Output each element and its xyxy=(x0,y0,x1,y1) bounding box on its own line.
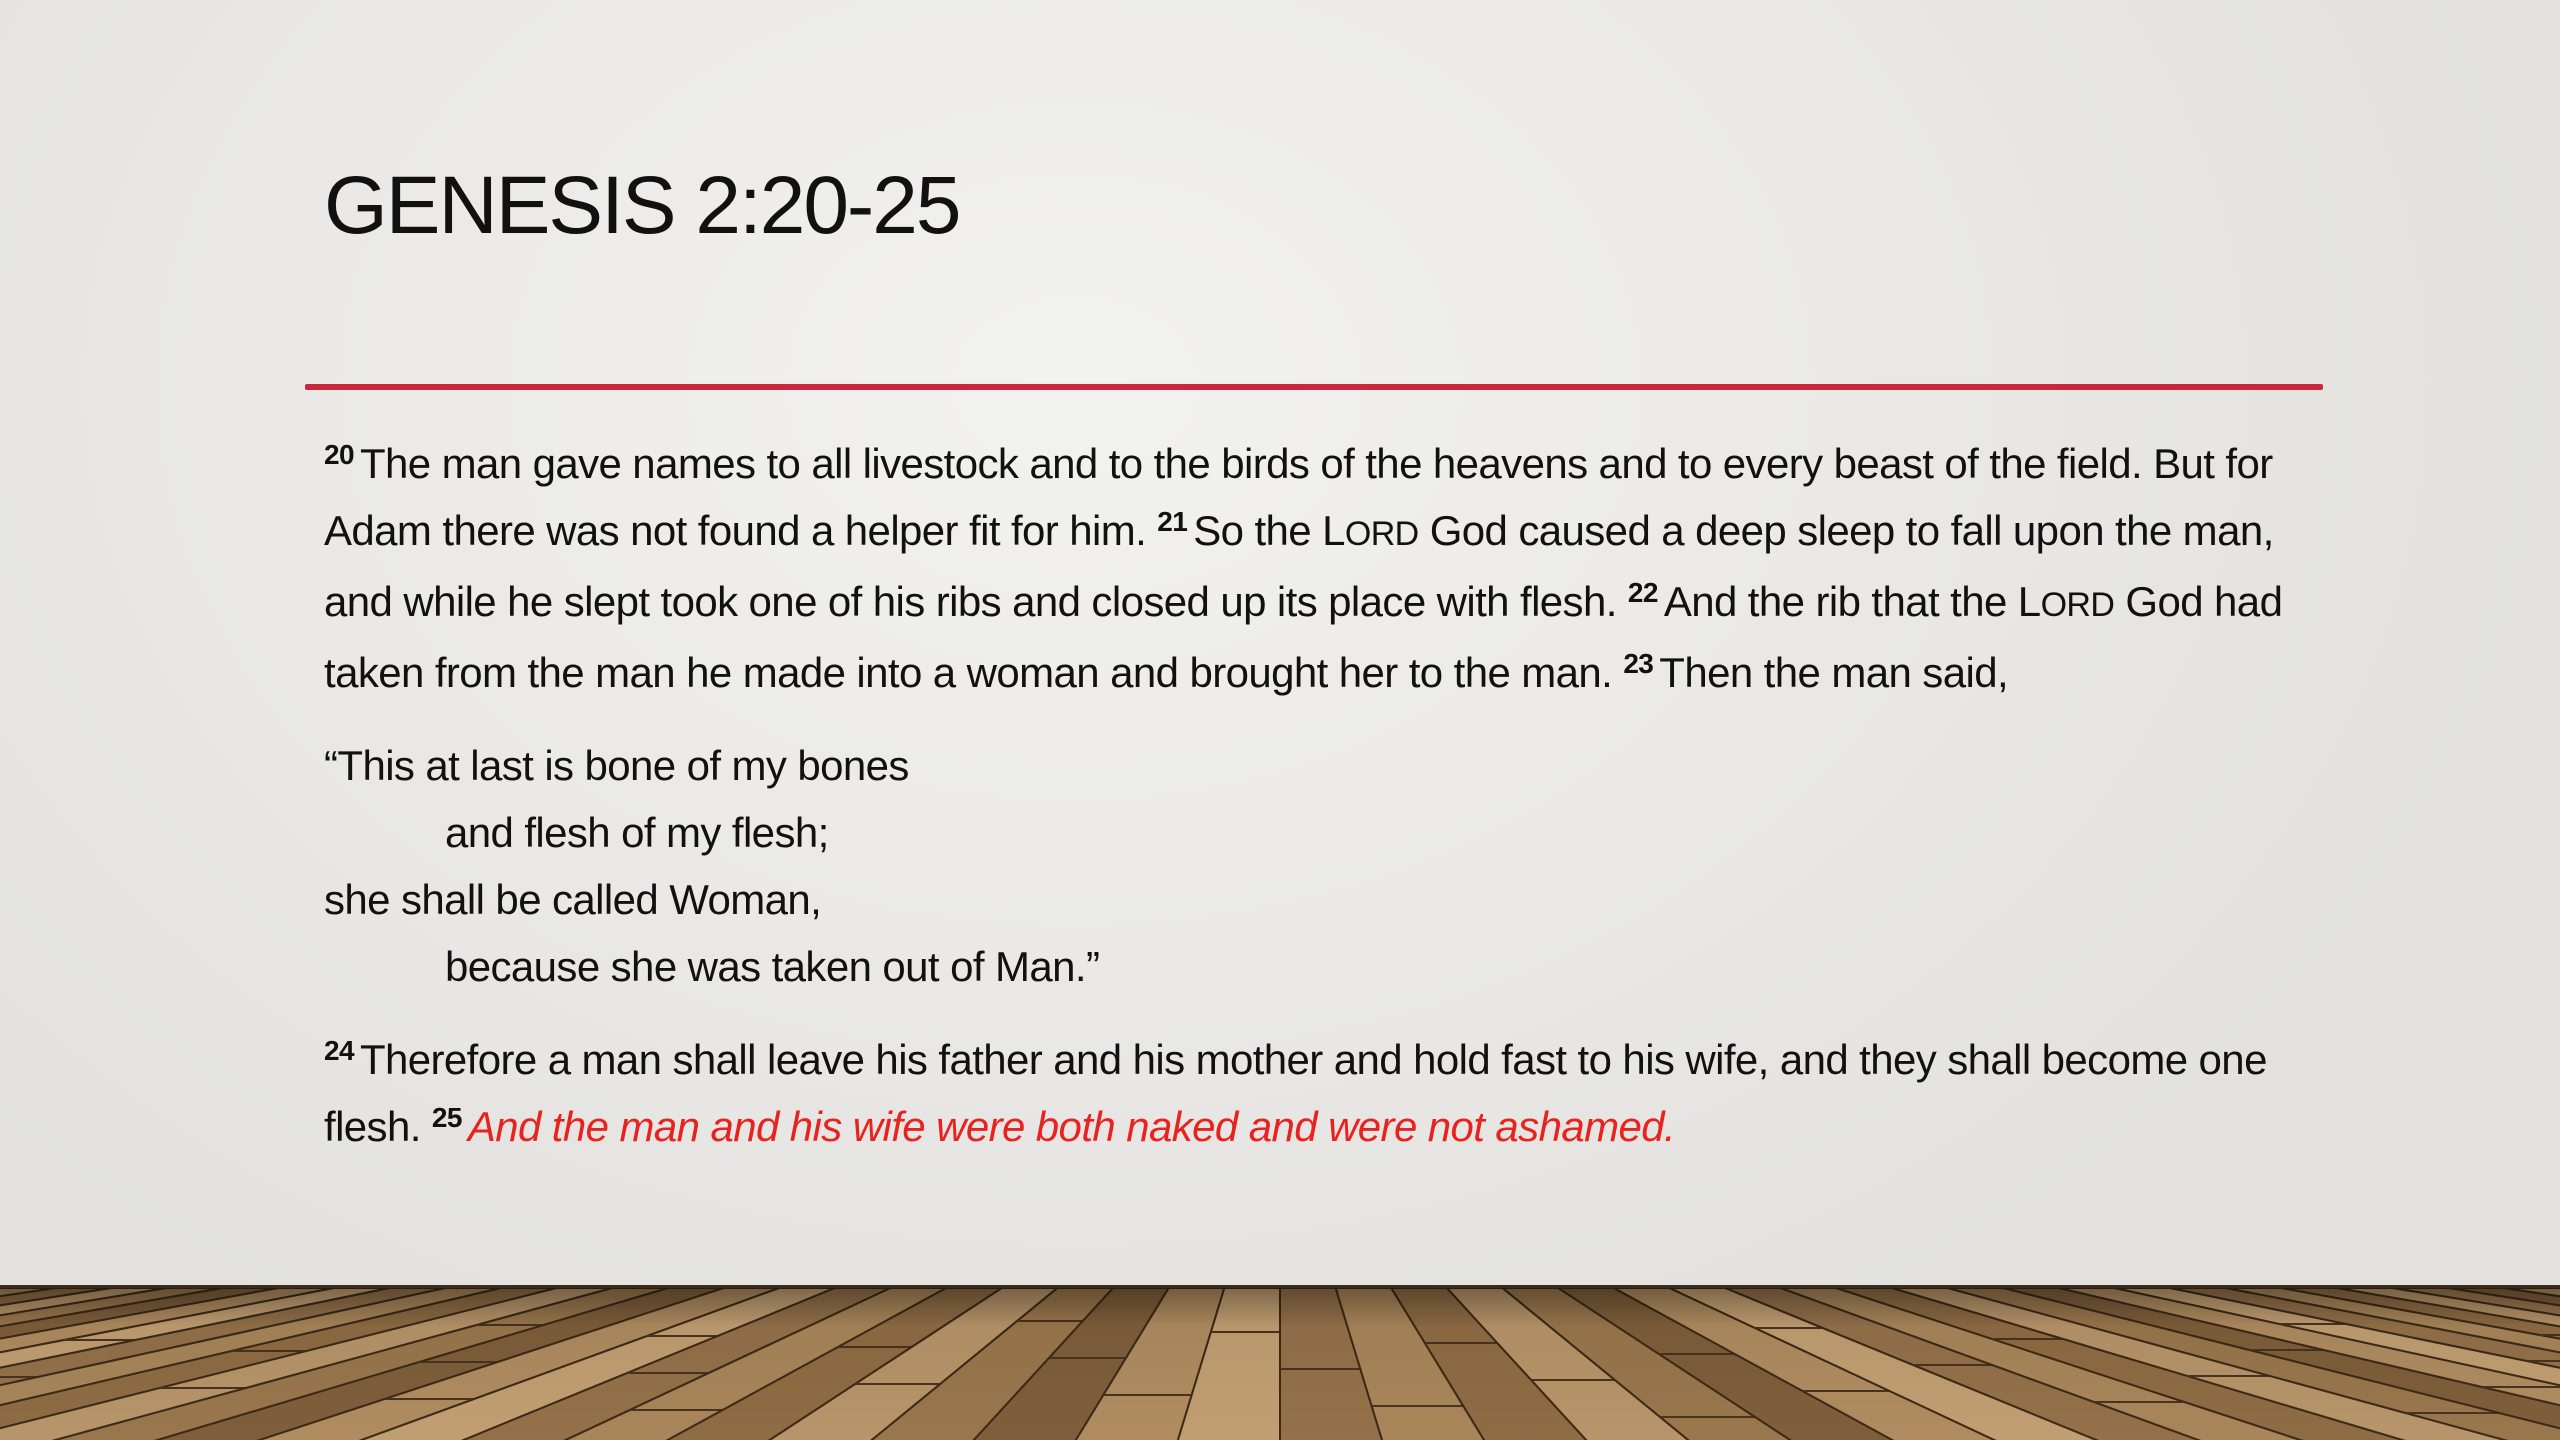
title-divider xyxy=(305,384,2323,390)
verse-number-25: 25 xyxy=(431,1102,462,1133)
verse-number-21: 21 xyxy=(1157,506,1188,537)
verse-23-text: Then the man said, xyxy=(1659,649,2009,696)
verse-number-23: 23 xyxy=(1623,648,1654,679)
verse-21-text-a: So the L xyxy=(1193,507,1345,554)
verse-number-20: 20 xyxy=(324,439,354,470)
slide-title: GENESIS 2:20-25 xyxy=(324,160,960,251)
floor-planks-graphic xyxy=(0,1288,2560,1440)
verse-number-22: 22 xyxy=(1627,577,1658,608)
lord-small-caps: ORD xyxy=(2040,586,2115,624)
verse-25-highlight: And the man and his wife were both naked and were not ashamed. xyxy=(467,1103,1676,1150)
scripture-body xyxy=(324,430,2324,1160)
scripture-paragraph-1 xyxy=(324,430,2324,706)
verse-20-text: The man gave names to all livestock and to the birds of the heavens and to every beast of the field. But for Adam there was not found a helper fit for him. xyxy=(324,440,2273,554)
verse-number-24: 24 xyxy=(324,1035,354,1066)
wooden-floor xyxy=(0,1285,2560,1440)
poem-block xyxy=(324,732,2324,1000)
poem-line: “This at last is bone of my bones xyxy=(324,742,909,789)
scripture-paragraph-2 xyxy=(324,1026,2324,1160)
poem-line: she shall be called Woman, xyxy=(324,876,822,923)
verse-22-text-b: God had taken from the man he made into a woman and brought her to the man. xyxy=(324,578,2283,696)
verse-22-text-a: And the rib that the L xyxy=(1663,578,2041,625)
verse-21-text-b: God caused a deep sleep to fall upon the man, and while he slept took one of his ribs and closed up its place with flesh. xyxy=(324,507,2274,625)
verse-24-text: Therefore a man shall leave his father and his mother and hold fast to his wife, and they shall become one flesh. xyxy=(324,1036,2267,1150)
poem-line: because she was taken out of Man.” xyxy=(445,943,1100,990)
lord-small-caps: ORD xyxy=(1344,515,1419,553)
poem-line: and flesh of my flesh; xyxy=(445,809,829,856)
